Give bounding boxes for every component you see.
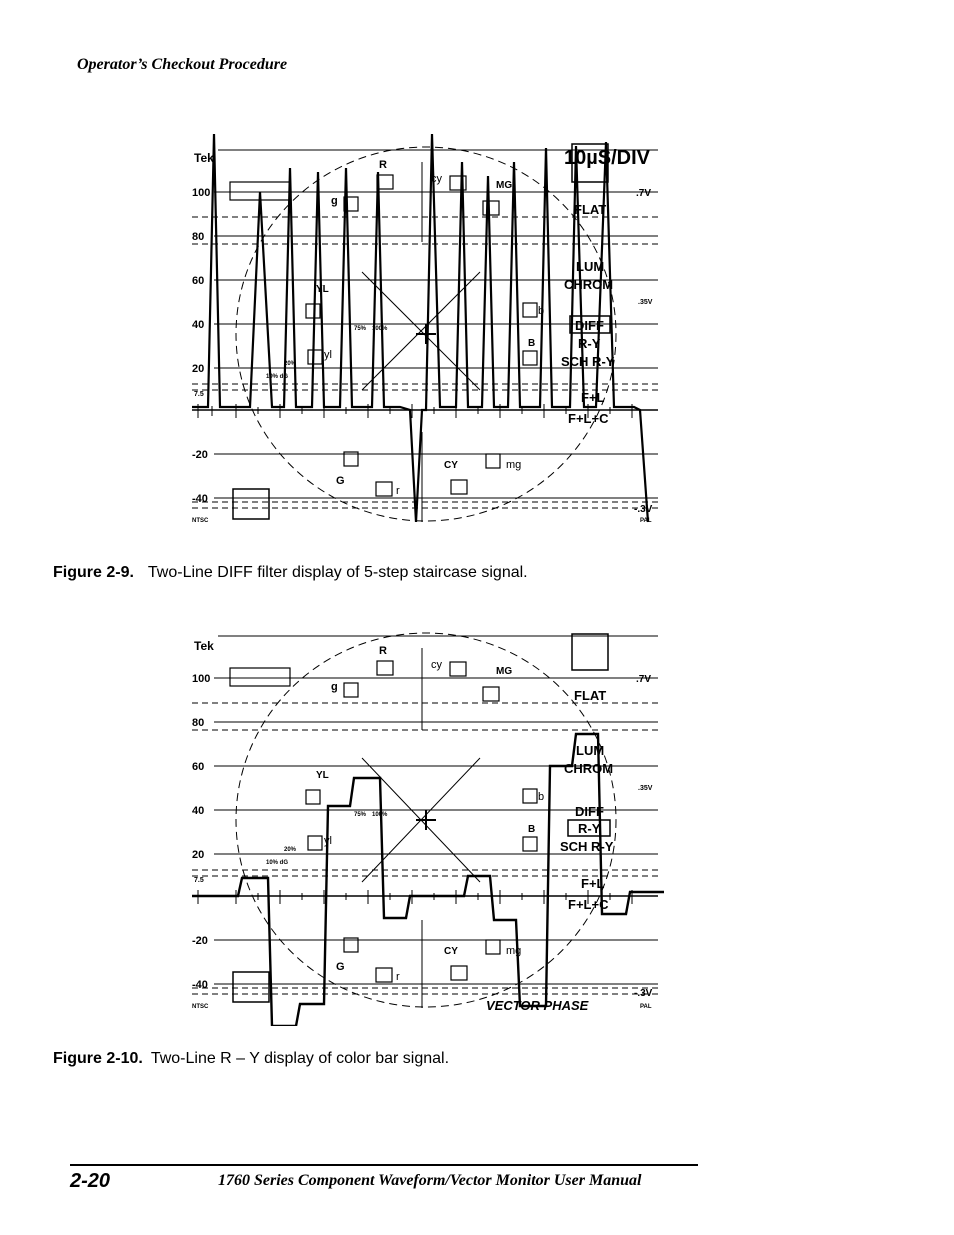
menu-item-flat[interactable]: FLAT bbox=[574, 688, 607, 703]
svg-text:yl: yl bbox=[324, 349, 332, 361]
svg-text:100%: 100% bbox=[372, 326, 388, 332]
svg-text:MG: MG bbox=[496, 180, 513, 191]
svg-text:g: g bbox=[331, 195, 338, 207]
menu-item-sch-r-y[interactable]: SCH R-Y bbox=[561, 354, 615, 369]
sweep-label: 10µS/DIV bbox=[564, 147, 651, 169]
svg-text:YL: YL bbox=[316, 284, 329, 295]
svg-text:40: 40 bbox=[192, 319, 205, 331]
svg-text:20%: 20% bbox=[284, 361, 297, 367]
svg-text:r: r bbox=[396, 485, 400, 497]
svg-text:.7V: .7V bbox=[636, 188, 652, 199]
figure-2-10 bbox=[188, 630, 664, 1026]
svg-text:CY: CY bbox=[444, 946, 458, 957]
svg-text:b: b bbox=[538, 791, 545, 803]
svg-text:B: B bbox=[528, 338, 536, 349]
svg-text:mg: mg bbox=[506, 459, 522, 471]
svg-text:CY: CY bbox=[444, 460, 458, 471]
figure-2-10-graticule bbox=[188, 630, 664, 1026]
brand-label: Tek bbox=[194, 639, 214, 653]
svg-text:yl: yl bbox=[324, 835, 332, 847]
vector-phase-label: VECTOR PHASE bbox=[486, 998, 589, 1013]
footer-rule bbox=[70, 1164, 698, 1166]
svg-text:b: b bbox=[538, 305, 545, 317]
menu-item-chrom[interactable]: CHROM bbox=[564, 277, 614, 292]
figure-number: Figure 2-9. bbox=[53, 564, 134, 581]
menu-item-flat[interactable]: FLAT bbox=[574, 202, 607, 217]
caption-text: Two-Line R – Y display of color bar signal. bbox=[150, 1050, 450, 1067]
svg-text:YL: YL bbox=[316, 770, 329, 781]
svg-text:B: B bbox=[528, 824, 536, 835]
svg-text:cy: cy bbox=[431, 173, 442, 185]
svg-text:20: 20 bbox=[192, 363, 205, 375]
svg-text:.35V: .35V bbox=[638, 299, 653, 306]
svg-text:g: g bbox=[331, 681, 338, 693]
brand-label: Tek bbox=[194, 151, 214, 165]
svg-text:60: 60 bbox=[192, 761, 205, 773]
svg-text:cy: cy bbox=[431, 659, 442, 671]
figure-2-9-graticule bbox=[188, 132, 664, 534]
svg-text:10% dG: 10% dG bbox=[266, 374, 289, 380]
figure-2-10-caption bbox=[53, 1050, 449, 1068]
svg-text:7.5: 7.5 bbox=[194, 877, 204, 884]
menu-item-f-l[interactable]: F+L bbox=[581, 390, 605, 405]
svg-text:100: 100 bbox=[192, 673, 211, 685]
svg-text:20: 20 bbox=[192, 849, 205, 861]
menu-item-r-y[interactable]: R-Y bbox=[578, 336, 601, 351]
svg-text:80: 80 bbox=[192, 717, 205, 729]
menu-item-diff[interactable]: DIFF bbox=[575, 318, 604, 333]
menu-item-f-l[interactable]: F+L bbox=[581, 876, 605, 891]
menu-item-r-y[interactable]: R-Y bbox=[578, 821, 601, 836]
caption-text: Two-Line DIFF filter display of 5-step staircase signal. bbox=[147, 564, 528, 581]
svg-text:G: G bbox=[336, 961, 345, 973]
svg-text:R: R bbox=[379, 645, 387, 657]
pal-label: PAL bbox=[640, 1004, 652, 1010]
svg-text:75%: 75% bbox=[354, 812, 367, 818]
svg-text:-20: -20 bbox=[192, 449, 208, 461]
manual-title: 1760 Series Component Waveform/Vector Monitor User Manual bbox=[218, 1172, 642, 1189]
svg-text:10% dG: 10% dG bbox=[266, 860, 289, 866]
svg-text:75%: 75% bbox=[354, 326, 367, 332]
menu-item-diff[interactable]: DIFF bbox=[575, 804, 604, 819]
menu-item-chrom[interactable]: CHROM bbox=[564, 761, 614, 776]
page-number: 2-20 bbox=[70, 1170, 111, 1192]
svg-text:100%: 100% bbox=[372, 812, 388, 818]
svg-text:R: R bbox=[379, 159, 387, 171]
svg-text:MG: MG bbox=[496, 666, 513, 677]
figure-2-9 bbox=[188, 132, 664, 534]
svg-text:100: 100 bbox=[192, 187, 211, 199]
svg-text:G: G bbox=[336, 475, 345, 487]
pal-label: PAL bbox=[640, 518, 652, 524]
menu-item-lum[interactable]: LUM bbox=[576, 259, 605, 274]
figure-2-9-caption bbox=[53, 564, 528, 582]
svg-text:-40: -40 bbox=[192, 979, 208, 991]
ntsc-label: NTSC bbox=[192, 1004, 209, 1010]
ntsc-label: NTSC bbox=[192, 518, 209, 524]
svg-text:40: 40 bbox=[192, 805, 205, 817]
svg-text:7.5: 7.5 bbox=[194, 391, 204, 398]
svg-text:.7V: .7V bbox=[636, 674, 652, 685]
menu-item-f-l-c[interactable]: F+L+C bbox=[568, 411, 609, 426]
ire-scale bbox=[192, 187, 210, 505]
svg-text:mg: mg bbox=[506, 945, 522, 957]
svg-text:r: r bbox=[396, 971, 400, 983]
svg-text:60: 60 bbox=[192, 275, 205, 287]
menu-item-sch-r-y[interactable]: SCH R-Y bbox=[560, 839, 614, 854]
svg-text:-.3V: -.3V bbox=[634, 504, 653, 515]
svg-text:-.3V: -.3V bbox=[634, 988, 653, 999]
menu-item-f-l-c[interactable]: F+L+C bbox=[568, 897, 609, 912]
svg-text:.35V: .35V bbox=[638, 785, 653, 792]
section-title: Operator’s Checkout Procedure bbox=[77, 56, 288, 73]
svg-text:-40: -40 bbox=[192, 493, 208, 505]
svg-text:-20: -20 bbox=[192, 935, 208, 947]
menu-item-lum[interactable]: LUM bbox=[576, 743, 605, 758]
svg-text:20%: 20% bbox=[284, 847, 297, 853]
svg-text:80: 80 bbox=[192, 231, 205, 243]
figure-number: Figure 2-10. bbox=[53, 1050, 143, 1067]
